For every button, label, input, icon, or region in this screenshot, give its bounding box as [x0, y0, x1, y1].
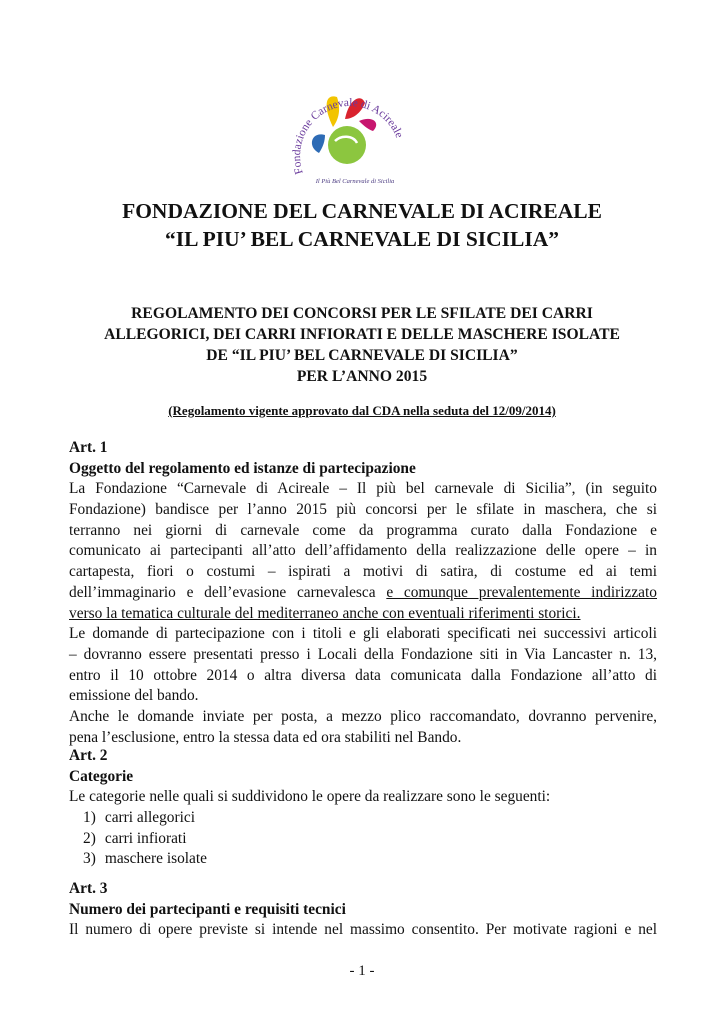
article-subheading: Oggetto del regolamento ed istanze di partecipazione: [69, 459, 416, 477]
regolamento-heading: [60, 303, 664, 387]
article-heading: Art. 2: [69, 747, 108, 764]
paragraph-line: pena l’esclusione, entro la stessa data ed ora stabiliti nel Bando.: [69, 728, 462, 746]
paragraph-line: entro il 10 ottobre 2014 o altra diversa data comunicata dalla Fondazione all’atto di: [69, 666, 657, 684]
logo-small-text: Il Più Bel Carnevale di Sicilia: [315, 178, 395, 185]
underlined-text: e comunque prevalentemente indirizzato: [386, 583, 657, 601]
list-item-label: maschere isolate: [104, 850, 207, 868]
paragraph-line-underlined: [69, 604, 657, 625]
article-subheading: Categorie: [69, 767, 134, 785]
paragraph-line: Le domande di partecipazione con i titoli e gli elaborati specificati nei successivi articoli: [69, 625, 657, 643]
list-item-number: 2): [83, 829, 96, 847]
regolamento-line: ALLEGORICI, DEI CARRI INFIORATI E DELLE MASCHERE ISOLATE: [104, 326, 620, 343]
list-item: [69, 808, 657, 829]
approval-note-text: (Regolamento vigente approvato dal CDA nella seduta del 12/09/2014): [168, 403, 556, 418]
paragraph-line: emissione del bando.: [69, 687, 199, 705]
category-list: [69, 808, 657, 870]
approval-note: [0, 402, 724, 420]
list-item-label: carri infiorati: [104, 829, 187, 847]
article-subheading: Numero dei partecipanti e requisiti tecnici: [69, 900, 346, 918]
article-3: [69, 879, 657, 941]
main-title-line2: “IL PIU’ BEL CARNEVALE DI SICILIA”: [164, 227, 560, 251]
list-item: [69, 849, 657, 870]
article-2: [69, 746, 657, 870]
paragraph-line: Le categorie nelle quali si suddividono le opere da realizzare sono le seguenti:: [69, 788, 551, 806]
logo-green-ball: [328, 126, 366, 164]
article-heading: Art. 3: [69, 880, 108, 897]
main-title-line1: FONDAZIONE DEL CARNEVALE DI ACIREALE: [122, 199, 602, 223]
list-item: [69, 829, 657, 850]
article-1: [69, 438, 657, 748]
regolamento-line: REGOLAMENTO DEI CONCORSI PER LE SFILATE DEI CARRI: [131, 305, 593, 322]
article-heading: Art. 1: [69, 439, 108, 456]
paragraph-line: La Fondazione “Carnevale di Acireale – Il più bel carnevale di Sicilia”, (in seguito: [69, 480, 657, 498]
list-item-number: 3): [83, 850, 96, 868]
underlined-text: verso la tematica culturale del mediterraneo anche con eventuali riferimenti storici.: [69, 604, 581, 622]
paragraph-text: dell’immaginario e dell’evasione carnevalesca: [69, 583, 387, 601]
logo-arc-text: Fondazione Carnevale di Acireale: [290, 96, 406, 176]
page-number: - 1 -: [349, 963, 375, 979]
paragraph-line: – dovranno essere presentati presso i Locali della Fondazione siti in Via Lancaster n. 13,: [69, 645, 657, 663]
list-item-label: carri allegorici: [104, 809, 196, 827]
regolamento-line: DE “IL PIU’ BEL CARNEVALE DI SICILIA”: [206, 347, 518, 364]
paragraph-line: comunicato ai partecipanti all’atto dell’affidamento della realizzazione delle opere – in: [69, 542, 657, 560]
regolamento-line: PER L’ANNO 2015: [296, 368, 428, 385]
paragraph-line: cartapesta, fiori o costumi – ispirati a motivi di satira, di costume ed ai temi: [69, 563, 657, 581]
paragraph-line: Anche le domande inviate per posta, a mezzo plico raccomandato, dovranno pervenire,: [69, 707, 657, 725]
paragraph-line: terranno nei giorni di carnevale come da programma curato dalla Fondazione e: [69, 521, 657, 539]
paragraph-line-mixed: [69, 583, 657, 604]
paragraph-line: Fondazione) bandisce per l’anno 2015 più concorsi per le sfilate in maschera, che si: [69, 501, 657, 519]
paragraph-line: Il numero di opere previste si intende nel massimo consentito. Per motivate ragioni e nel: [69, 921, 657, 939]
list-item-number: 1): [83, 809, 96, 827]
foundation-logo: [285, 75, 410, 193]
